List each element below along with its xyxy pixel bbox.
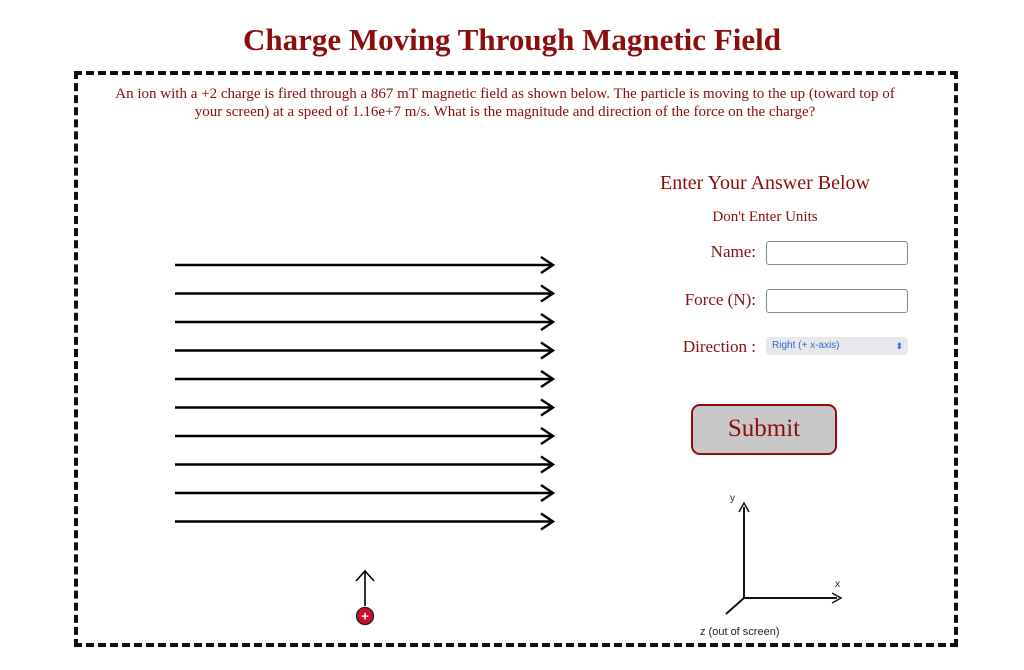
z-axis-label: z (out of screen) bbox=[700, 626, 780, 638]
question-text: An ion with a +2 charge is fired through a 867 mT magnetic field as shown below. The particle is moving to the up (toward top of your screen) at a speed of 1.16e+7 m/s. What is the magnitude and direction of the force on the charge? bbox=[115, 86, 895, 120]
z-axis-line bbox=[726, 598, 744, 614]
form-note: Don't Enter Units bbox=[712, 209, 818, 225]
force-input[interactable] bbox=[766, 289, 908, 313]
x-axis-label: x bbox=[835, 579, 840, 590]
name-input[interactable] bbox=[766, 241, 908, 265]
form-heading: Enter Your Answer Below bbox=[660, 172, 870, 194]
page-title: Charge Moving Through Magnetic Field bbox=[243, 22, 781, 57]
direction-label: Direction : bbox=[682, 337, 756, 356]
particle-diagram bbox=[345, 566, 385, 630]
submit-button[interactable]: Submit bbox=[691, 404, 837, 455]
force-label: Force (N): bbox=[684, 290, 756, 309]
direction-selected-value: Right (+ x-axis) bbox=[772, 340, 840, 351]
field-lines bbox=[175, 257, 553, 530]
direction-select[interactable] bbox=[766, 337, 908, 355]
select-updown-icon: ⬍ bbox=[895, 341, 903, 351]
particle-charge-symbol: + bbox=[361, 608, 369, 624]
coordinate-axes bbox=[690, 490, 860, 630]
y-axis-label: y bbox=[730, 493, 735, 504]
name-label: Name: bbox=[710, 242, 756, 261]
magnetic-field-diagram bbox=[165, 250, 565, 540]
